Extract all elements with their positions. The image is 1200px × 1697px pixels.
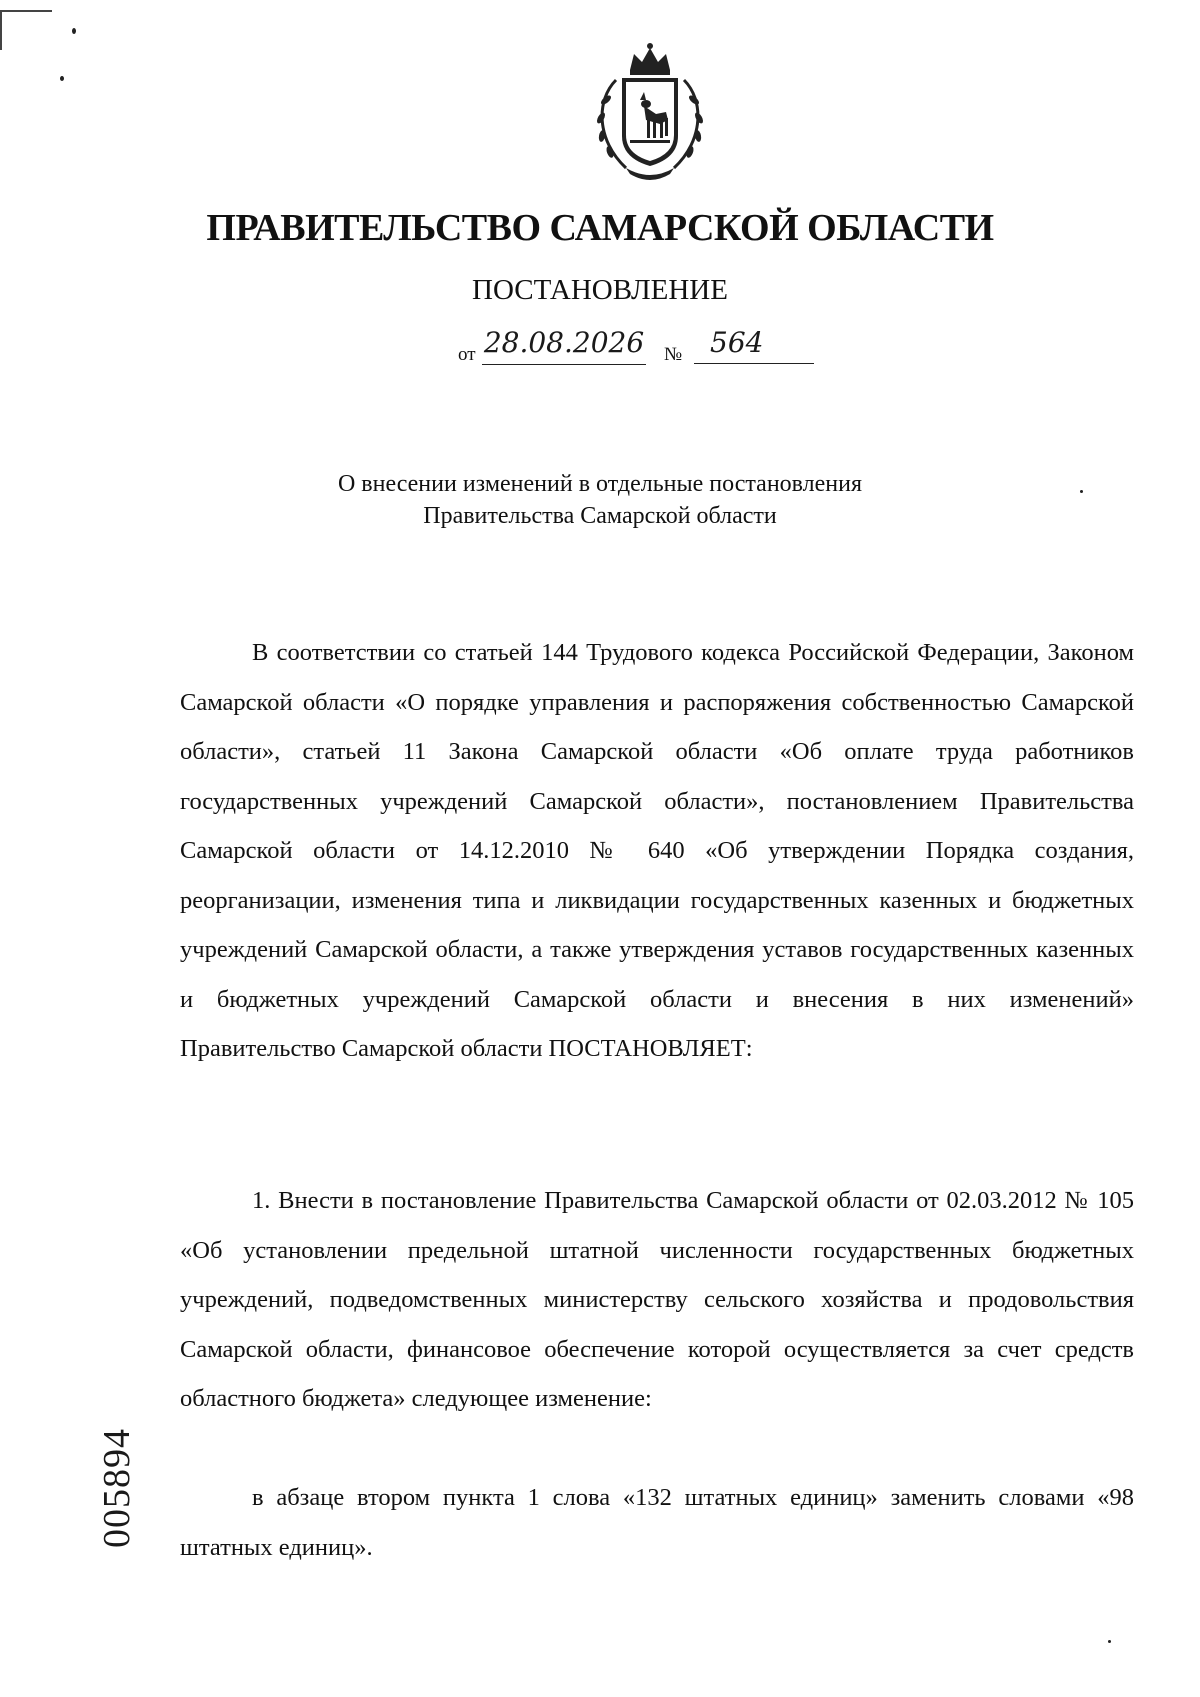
date-number-line (458, 322, 858, 370)
side-serial-number: 005894 (96, 1428, 138, 1548)
scan-speck (1108, 1640, 1111, 1643)
handwritten-date: 28.08.2026 (482, 322, 646, 365)
paragraph-text: 1. Внести в постановление Правительства Самарской области от 02.03.2012 № 105 «Об установлении предельной штатной численности государственных бюджетных учреждений, подведомственных министерству сельского хозяйства и продовольствия Самарской области, финансовое обеспечение которой осуществляется за счет средств областного бюджета» следующее изменение: (180, 1187, 1134, 1412)
scan-edge-line (0, 10, 2, 50)
date-prefix: от (458, 344, 476, 365)
document-subject (0, 468, 1200, 532)
number-prefix: № (664, 344, 683, 365)
body-paragraph-3 (180, 1473, 1134, 1572)
document-type: ПОСТАНОВЛЕНИЕ (472, 274, 728, 306)
government-title: ПРАВИТЕЛЬСТВО САМАРСКОЙ ОБЛАСТИ (206, 207, 994, 249)
body-paragraph-2 (180, 1176, 1134, 1424)
scan-speck (72, 28, 76, 34)
scan-edge-line-top (0, 10, 52, 12)
paragraph-text: в абзаце втором пункта 1 слова «132 штатных единиц» заменить словами «98 штатных единиц». (180, 1484, 1134, 1561)
scan-speck (60, 76, 64, 81)
body-paragraph-1 (180, 628, 1134, 1074)
paragraph-text: В соответствии со статьей 144 Трудового кодекса Российской Федерации, Законом Самарской области «О порядке управления и распоряжения собственностью Самарской области», статьей 11 Закона Самарской области «Об оплате труда работников государственных учреждений Самарской области», постановлением Правительства Самарской области от 14.12.2010 № 640 «Об утверждении Порядка создания, реорганизации, изменения типа и ликвидации государственных казенных и бюджетных учреждений Самарской области, а также утверждения уставов государственных казенных и бюджетных учреждений Самарской области и внесения в них изменений» Правительство Самарской области ПОСТАНОВЛЯЕТ: (180, 639, 1134, 1062)
coat-of-arms-icon (586, 40, 714, 182)
handwritten-number: 564 (694, 322, 814, 364)
subject-line-2: Правительства Самарской области (423, 503, 777, 529)
subject-line-1: О внесении изменений в отдельные постановления (337, 471, 863, 497)
